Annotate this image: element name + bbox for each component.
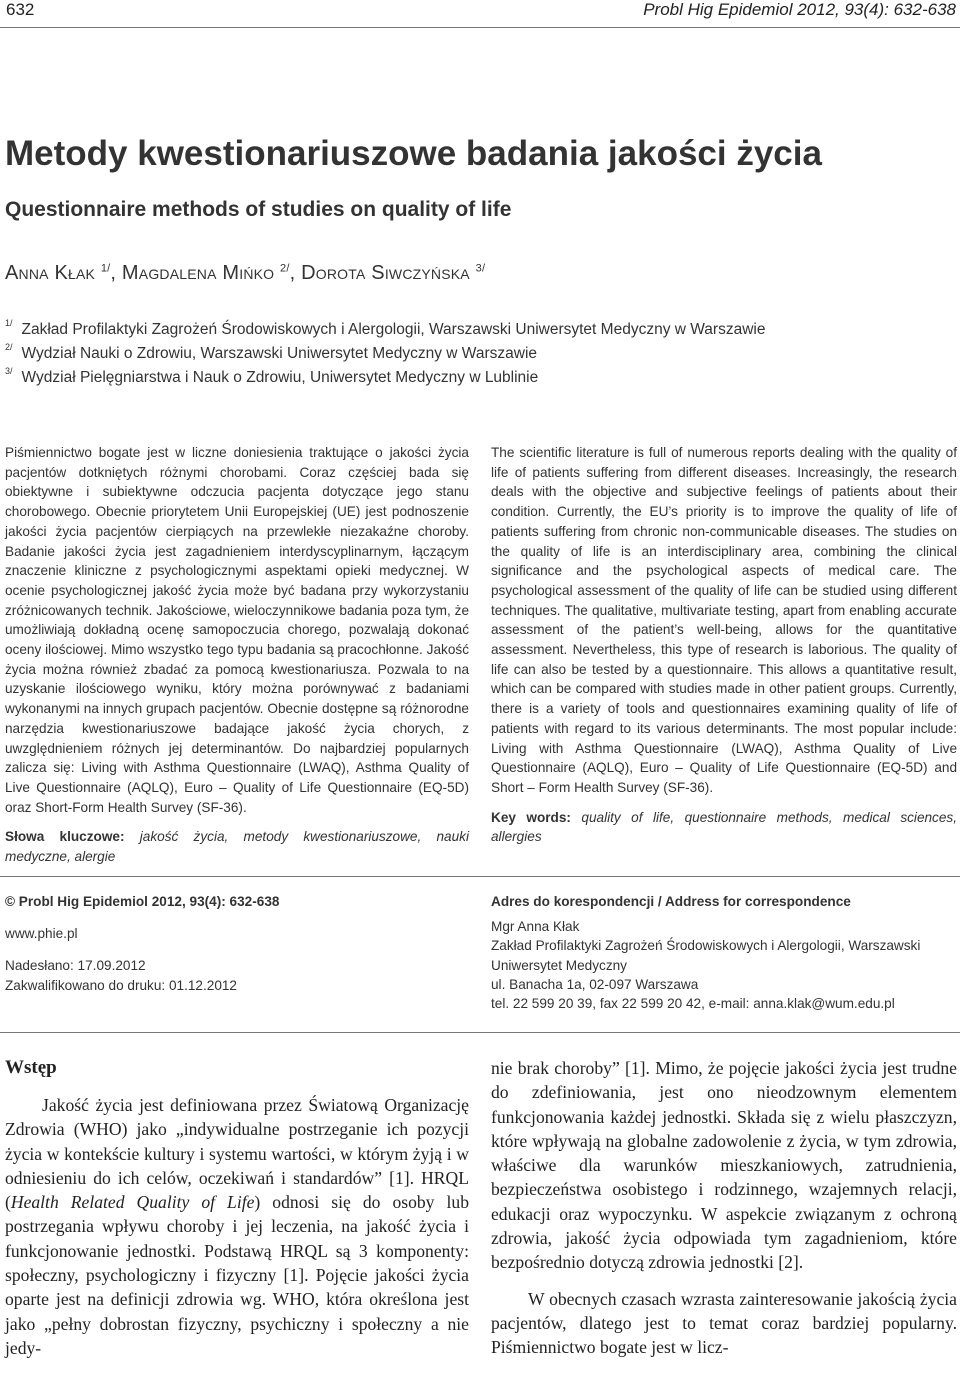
keywords-label: Key words: [491,809,571,825]
affiliation-text: Wydział Nauki o Zdrowiu, Warszawski Uniwersytet Medyczny w Warszawie [21,345,538,363]
body-column-right [491,1056,957,1360]
keywords [5,827,469,866]
correspondence-line: ul. Banacha 1a, 02-097 Warszawa [491,976,699,992]
publication-info [5,892,465,995]
page-number: 632 [6,0,35,19]
abstract-english [491,443,957,847]
abstract-text: Piśmiennictwo bogate jest w liczne doniesienia traktujące o jakości życia pacjentów dotkniętych różnymi chorobami. Coraz częściej bada się obiektywne i subiektywne odczucia pacjenta dotyczące jego stanu chorobowego. Obecnie priorytetem Unii Europejskiej (UE) jest podnoszenie jakości życia pacjentów cierpiących na przewlekłe niezakaźne choroby. Badanie jakości życia jest zagadnieniem interdyscyplinarnym, łączącym znaczenie kliniczne z psychologicznymi aspektami opieki medycznej. W ocenie psychologicznej jakość życia może być badana przy wykorzystaniu zróżnicowanych technik. Jakościowe, wieloczynnikowe badania poza tym, że umożliwiają dokładną ocenę samopoczucia chorego, pozwalają dokonać oceny ilościowej. Mimo wszystko tego typu badania są pracochłonne. Jakość życia można również zbadać za pomocą kwestionariusza. Pozwala to na uzyskanie ilościowego wyniku, który można porównywać z badaniami wykonanymi na innych grupach pacjentów. Obecnie dostępne są różnorodne narzędzia kwestionariuszowe badające jakość życia chorych, z uwzględnieniem różnych jej determinantów. Do najbardziej popularnych zalicza się: Living with Asthma Questionnaire (LWAQ), Asthma Quality of Live Questionnaire (AQLQ), Euro – Quality of Life Questionnaire (EQ-5D) oraz Short-Form Health Survey (SF-36). [5,445,469,815]
affiliation [5,368,538,387]
keywords-text: quality of life, questionnaire methods, medical sciences, allergies [491,809,957,845]
accepted-date: Zakwalifikowano do druku: 01.12.2012 [5,977,237,993]
header-rule [0,27,960,28]
affiliation-mark: 2/ [5,342,13,352]
correspondence-line: Uniwersytet Medyczny [491,957,627,973]
correspondence-line: Mgr Anna Kłak [491,919,580,935]
body-text: ) odnosi się do osoby lub postrzegania wpływu choroby i jej leczenia, na jakość życia i funkcjonowanie jednostki. Podstawą HRQL są 3 komponenty: społeczny, psychologiczny i fizyczny [1]. Pojęcie jakości życia oparte jest na definicji zdrowia wg. WHO, która określona jest jako „pełny dobrostan fizyczny, psychiczny i społeczny a nie jedy- [5,1192,469,1358]
body-column-left [5,1093,469,1360]
body-paragraph [5,1093,469,1360]
body-text: Jakość życia jest definiowana przez Światową Organizację Zdrowia (WHO) jako „indywidualne postrzeganie ich pozycji życia w kontekście kultury i systemu wartości, w którym żyją i w odniesieniu do ich celów, oczekiwań i standardów” [1]. HRQL ( [5,1095,469,1213]
author-mark: 3/ [475,262,486,275]
correspondence [491,892,957,1013]
affiliation [5,320,765,339]
correspondence-line: Zakład Profilaktyki Zagrożeń Środowiskowych i Alergologii, Warszawski [491,938,921,954]
page-subtitle: Questionnaire methods of studies on quality of life [5,198,512,221]
affiliation-mark: 1/ [5,318,13,328]
running-header [0,0,960,24]
keywords-label: Słowa kluczowe: [5,829,125,845]
author-name: Dorota Siwczyńska [301,262,470,284]
info-rule [0,1032,960,1033]
author-name: Magdalena Mińko [121,262,275,284]
author-mark: 1/ [100,262,111,275]
body-paragraph: W obecnych czasach wzrasta zainteresowanie jakością życia pacjentów, dlatego jest to temat coraz bardziej popularny. Piśmiennictwo bogate jest w licz- [491,1288,957,1358]
author-list: Anna Kłak $^{1/}$, Magdalena Mińko $^{2/}$, Dorota Siwczyńska $^{3/}$ [5,262,486,284]
author-name: Anna Kłak [5,262,96,284]
correspondence-heading: Adres do korespondencji / Address for correspondence [491,894,851,909]
body-paragraph: nie brak choroby” [1]. Mimo, że pojęcie jakości życia jest trudne do zdefiniowania, jest ono nieodzownym elementem funkcjonowania każdej jednostki. Składa się z wielu płaszczyzn, które wpływają na globalne zadowolenie z życia, w tym zdrowia, właściwe dla warunków mieszkaniowych, zatrudnienia, bezpieczeństwa osobistego i rodzinnego, wzajemnych relacji, edukacji oraz wypoczynku. W aspekcie związanym z ochroną zdrowia, jakość życia odpowiada tym zagadnieniom, które bezpośrednio dotyczą zdrowia jednostki [2]. [491,1058,957,1273]
keywords-text: jakość życia, metody kwestionariuszowe, nauki medyczne, alergie [5,829,469,865]
keywords [491,808,957,847]
affiliation [5,344,537,363]
website-link[interactable]: www.phie.pl [5,926,78,942]
abstract-rule [0,876,960,877]
abstract-polish [5,443,469,867]
submitted-date: Nadesłano: 17.09.2012 [5,958,146,974]
affiliation-mark: 3/ [5,366,13,376]
affiliation-text: Zakład Profilaktyki Zagrożeń Środowiskowych i Alergologii, Warszawski Uniwersytet Medyczny w Warszawie [21,321,766,339]
page-title: Metody kwestionariuszowe badania jakości życia [5,134,822,173]
section-title: Wstęp [5,1057,57,1078]
affiliation-text: Wydział Pielęgniarstwa i Nauk o Zdrowiu, Uniwersytet Medyczny w Lublinie [21,369,539,387]
citation: © Probl Hig Epidemiol 2012, 93(4): 632-638 [5,894,280,909]
journal-citation-header: Probl Hig Epidemiol 2012, 93(4): 632-638 [643,0,956,19]
correspondence-line: tel. 22 599 20 39, fax 22 599 20 42, e-mail: anna.klak@wum.edu.pl [491,996,895,1012]
author-mark: 2/ [280,262,290,275]
body-text-italic: Health Related Quality of Life [10,1192,255,1213]
abstract-text: The scientific literature is full of numerous reports dealing with the quality of life of patients suffering from different diseases. Increasingly, the research deals with the objective and subjective feelings of patients about their condition. Currently, the EU’s priority is to improve the quality of life of patients suffering from chronic non-communicable diseases. The studies on the quality of life is an interdisciplinary area, combining the clinical significance and the psychological aspects of medical care. The psychological assessment of the quality of life can be studied using different techniques. The qualitative, multivariate testing, apart from enabling accurate assessment of the patient’s well-being, allows for the quantitative assessment. Nevertheless, this type of research is laborious. The quality of life can also be tested by a questionnaire. This allows a quantitative result, which can be compared with studies made in other patient groups. Currently, there is a variety of tools and questionnaires examining quality of life of patients with regard to its various determinants. The most popular include: Living with Asthma Questionnaire (LWAQ), Asthma Quality of Live Questionnaire (AQLQ), Euro – Quality of Life Questionnaire (EQ-5D) and Short – Form Health Survey (SF-36). [491,445,957,795]
